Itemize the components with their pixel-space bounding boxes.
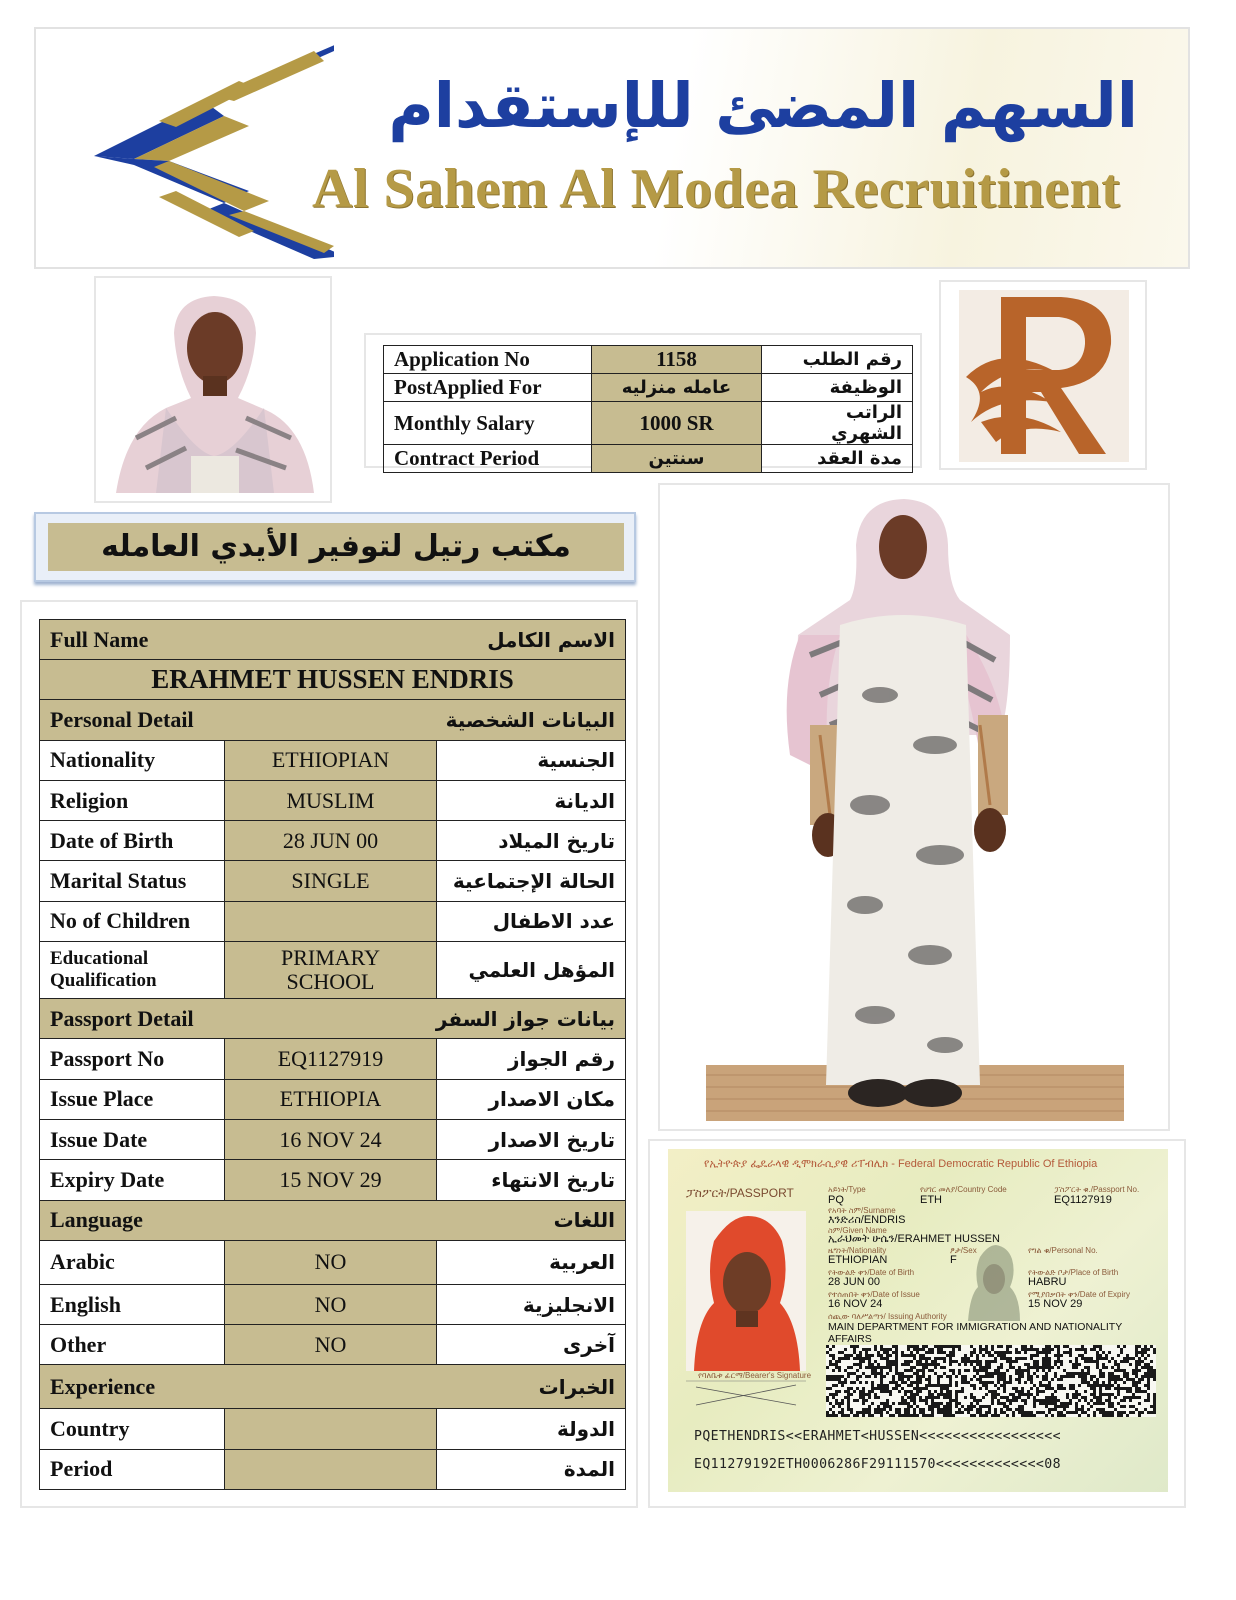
r-logo-icon: [941, 282, 1145, 468]
arabic-arabic: العربية: [437, 1240, 626, 1284]
passport-detail-header: [40, 999, 626, 1039]
mrz-line-2: EQ11279192ETH0006286F29111570<<<<<<<<<<<<<08: [694, 1457, 1061, 1472]
full-name-row: [40, 660, 626, 700]
issue-date-label-passport: የተሰጠበት ቀን/Date of Issue: [828, 1290, 920, 1299]
application-table: [383, 345, 913, 473]
place-of-birth-value: HABRU: [1028, 1276, 1067, 1288]
passport-number-value: EQ1127919: [1054, 1194, 1112, 1206]
issue-place-label: Issue Place: [40, 1079, 225, 1119]
table-row: [40, 821, 626, 861]
language-label: Language: [50, 1207, 143, 1233]
nationality-value: ETHIOPIAN: [225, 740, 437, 780]
language-header: [40, 1200, 626, 1240]
contract-period-value: سنتين: [592, 445, 762, 473]
passport-no-value: EQ1127919: [225, 1039, 437, 1079]
education-value-line2: SCHOOL: [286, 969, 375, 995]
marital-status-arabic: الحالة الإجتماعية: [437, 861, 626, 901]
full-name-header: [40, 620, 626, 660]
dob-label: Date of Birth: [40, 821, 225, 861]
experience-header: [40, 1365, 626, 1409]
monthly-salary-label: Monthly Salary: [384, 402, 592, 445]
issue-date-value-passport: 16 NOV 24: [828, 1298, 883, 1310]
application-row: [384, 346, 913, 374]
religion-arabic: الديانة: [437, 780, 626, 820]
table-row: [40, 1039, 626, 1079]
table-row: [40, 1449, 626, 1489]
post-applied-value: عامله منزليه: [592, 374, 762, 402]
applicant-full-photo: [658, 483, 1170, 1131]
full-name-header-row: [40, 620, 626, 660]
surname-label: የአባት ስም/Surname: [828, 1206, 896, 1215]
company-banner: [34, 27, 1190, 269]
period-value: [225, 1449, 437, 1489]
english-value: NO: [225, 1284, 437, 1324]
expiry-date-arabic: تاريخ الانتهاء: [437, 1160, 626, 1200]
period-label: Period: [40, 1449, 225, 1489]
passport-header-english: - Federal Democratic Republic Of Ethiopia: [891, 1158, 1098, 1170]
place-of-birth-label: የትውልድ ቦታ/Place of Birth: [1028, 1268, 1119, 1277]
education-value: [225, 942, 437, 999]
monthly-salary-arabic: الراتب الشهري: [762, 402, 913, 445]
dob-value-passport: 28 JUN 00: [828, 1276, 880, 1288]
country-code-label: የሀገር መለያ/Country Code: [920, 1185, 1007, 1194]
personal-detail-label: Personal Detail: [50, 706, 194, 732]
details-table: [39, 619, 626, 1490]
table-row: [40, 1079, 626, 1119]
monthly-salary-value: 1000 SR: [592, 402, 762, 445]
application-row: [384, 374, 913, 402]
personal-number-label: የግል ቁ/Personal No.: [1028, 1246, 1098, 1255]
table-row: [40, 1119, 626, 1159]
issuing-authority-value: MAIN DEPARTMENT FOR IMMIGRATION AND NATIONALITY AFFAIRS: [828, 1321, 1123, 1345]
marital-status-label: Marital Status: [40, 861, 225, 901]
table-row: [40, 861, 626, 901]
post-applied-arabic: الوظيفة: [762, 374, 913, 402]
passport-barcode: [826, 1345, 1156, 1417]
table-row: [40, 1409, 626, 1449]
application-row: [384, 402, 913, 445]
full-name-label: Full Name: [50, 626, 149, 652]
passport-no-arabic: رقم الجواز: [437, 1039, 626, 1079]
expiry-date-value-passport: 15 NOV 29: [1028, 1298, 1083, 1310]
sex-label: ፆታ/Sex: [950, 1246, 977, 1255]
language-arabic: اللغات: [553, 1208, 615, 1233]
portrait-image: [96, 278, 330, 501]
company-arabic-name: السهم المضئ للإستقدام: [388, 69, 1138, 142]
children-arabic: عدد الاطفال: [437, 901, 626, 941]
religion-value: MUSLIM: [225, 780, 437, 820]
company-english-name: Al Sahem Al Modea Recruitinent: [312, 158, 1121, 220]
application-no-value: 1158: [592, 346, 762, 374]
full-name-value: ERAHMET HUSSEN ENDRIS: [40, 660, 626, 700]
religion-label: Religion: [40, 780, 225, 820]
dob-value: 28 JUN 00: [225, 821, 437, 861]
arabic-label: Arabic: [40, 1240, 225, 1284]
experience-arabic: الخبرات: [538, 1374, 615, 1399]
education-label-line2: Qualification: [50, 970, 157, 992]
full-body-image: [660, 485, 1168, 1129]
company-arrow-logo: [64, 41, 334, 261]
contract-period-label: Contract Period: [384, 445, 592, 473]
application-no-label: Application No: [384, 346, 592, 374]
issue-date-label: Issue Date: [40, 1119, 225, 1159]
issue-date-arabic: تاريخ الاصدار: [437, 1119, 626, 1159]
education-label: [40, 942, 225, 999]
table-row: [40, 942, 626, 999]
education-value-line1: PRIMARY: [280, 945, 381, 971]
given-name-value: ኢራህመት ሁሴን/ERAHMET HUSSEN: [828, 1233, 1000, 1245]
table-row: [40, 1325, 626, 1365]
office-title-bar: [34, 512, 636, 582]
issue-place-value: ETHIOPIA: [225, 1079, 437, 1119]
issue-place-arabic: مكان الاصدار: [437, 1079, 626, 1119]
expiry-date-label: Expiry Date: [40, 1160, 225, 1200]
expiry-date-value: 15 NOV 29: [225, 1160, 437, 1200]
contract-period-arabic: مدة العقد: [762, 445, 913, 473]
type-value: PQ: [828, 1194, 844, 1206]
table-row: [40, 901, 626, 941]
experience-label: Experience: [50, 1373, 156, 1399]
table-row: [40, 1240, 626, 1284]
country-label: Country: [40, 1409, 225, 1449]
application-row: [384, 445, 913, 473]
other-language-value: NO: [225, 1325, 437, 1365]
table-row: [40, 740, 626, 780]
post-applied-label: PostApplied For: [384, 374, 592, 402]
education-label-line1: Educational: [50, 948, 149, 970]
period-arabic: المدة: [437, 1449, 626, 1489]
passport-photo: [686, 1211, 806, 1371]
office-title: مكتب رتيل لتوفير الأيدي العامله: [48, 523, 624, 571]
passport-detail-arabic: بيانات جواز السفر: [435, 1006, 615, 1031]
nationality-arabic: الجنسية: [437, 740, 626, 780]
nationality-label-passport: ዜግነት/Nationality: [828, 1246, 887, 1255]
english-label: English: [40, 1284, 225, 1324]
passport-scan: [668, 1149, 1168, 1492]
personal-detail-header: [40, 700, 626, 740]
country-code-value: ETH: [920, 1194, 942, 1206]
applicant-portrait: [94, 276, 332, 503]
application-no-arabic: رقم الطلب: [762, 346, 913, 374]
other-language-label: Other: [40, 1325, 225, 1365]
country-value: [225, 1409, 437, 1449]
children-value: [225, 901, 437, 941]
table-row: [40, 780, 626, 820]
country-arabic: الدولة: [437, 1409, 626, 1449]
sex-value: F: [950, 1254, 957, 1266]
nationality-value-passport: ETHIOPIAN: [828, 1254, 888, 1266]
surname-value: እንድሪስ/ENDRIS: [828, 1214, 906, 1226]
signature-label: የባለቤቱ ፊርማ/Bearer's Signature: [698, 1371, 812, 1380]
other-language-arabic: آخرى: [437, 1325, 626, 1365]
education-arabic: المؤهل العلمي: [437, 942, 626, 999]
dob-arabic: تاريخ الميلاد: [437, 821, 626, 861]
arabic-value: NO: [225, 1240, 437, 1284]
mrz-line-1: PQETHENDRIS<<ERAHMET<HUSSEN<<<<<<<<<<<<<<<<<: [694, 1429, 1061, 1444]
passport-header: [704, 1158, 1097, 1171]
passport-doc-label: ፓስፖርት/PASSPORT: [686, 1186, 794, 1200]
issuing-authority-label: ሰጪው ባለሥልጣን/ Issuing Authority: [828, 1312, 947, 1321]
personal-detail-arabic: البيانات الشخصية: [445, 707, 615, 732]
expiry-date-label-passport: የሚያበቃበት ቀን/Date of Expiry: [1028, 1290, 1130, 1299]
marital-status-value: SINGLE: [225, 861, 437, 901]
passport-number-label: ፓስፖርት ቁ./Passport No.: [1054, 1185, 1140, 1194]
table-row: [40, 1284, 626, 1324]
table-row: [40, 1160, 626, 1200]
passport-ghost-photo: [964, 1243, 1024, 1321]
passport-header-amharic: የኢትዮጵያ ፌዴራላዊ ዲሞክራሲያዊ ሪፐብሊክ: [704, 1158, 889, 1170]
passport-detail-label: Passport Detail: [50, 1005, 194, 1031]
issue-date-value: 16 NOV 24: [225, 1119, 437, 1159]
children-label: No of Children: [40, 901, 225, 941]
english-arabic: الانجليزية: [437, 1284, 626, 1324]
full-name-arabic: الاسم الكامل: [487, 627, 615, 652]
dob-label-passport: የትውልድ ቀን/Date of Birth: [828, 1268, 915, 1277]
given-name-label: ስም/Given Name: [828, 1226, 887, 1235]
nationality-label: Nationality: [40, 740, 225, 780]
passport-no-label: Passport No: [40, 1039, 225, 1079]
type-label: አይነት/Type: [828, 1185, 866, 1194]
office-logo-frame: [939, 280, 1147, 470]
